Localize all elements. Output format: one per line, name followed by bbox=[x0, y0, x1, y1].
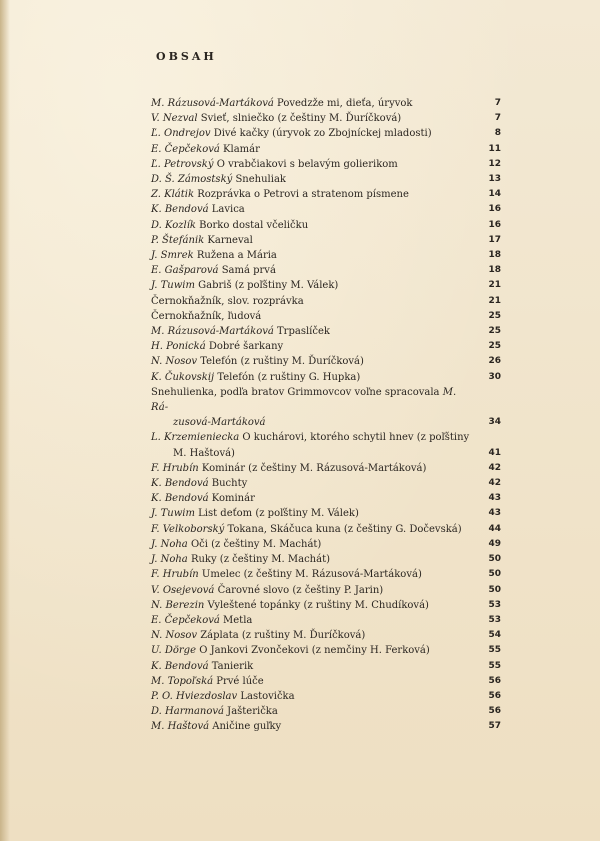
toc-entry-author: F. Hrubín bbox=[151, 569, 199, 581]
toc-entry bbox=[151, 719, 501, 734]
toc-entry-page: 57 bbox=[488, 721, 501, 732]
toc-entry-title: Záplata (z ruštiny M. Ďuríčková) bbox=[197, 630, 366, 642]
page-title: OBSAH bbox=[156, 50, 217, 63]
toc-entry bbox=[151, 324, 501, 339]
toc-entry-snehulienka bbox=[151, 385, 501, 431]
toc-entry bbox=[151, 659, 501, 674]
toc-entry-page: 7 bbox=[494, 98, 501, 108]
toc-entry-page: 25 bbox=[488, 341, 501, 352]
toc-entry bbox=[151, 111, 501, 126]
toc-entry-title: Gabriš (z poľštiny M. Válek) bbox=[194, 280, 339, 292]
toc-entry bbox=[151, 233, 501, 248]
page-binding-edge bbox=[0, 0, 10, 841]
toc-entry-title: Černokňažník, slov. rozprávka bbox=[151, 295, 304, 307]
toc-entry bbox=[151, 598, 501, 613]
toc-entry-author: D. Kozlík bbox=[151, 219, 196, 231]
toc-entry-title: O vrabčiakovi s belavým golierikom bbox=[213, 158, 398, 170]
toc-entry-title: Divé kačky (úryvok zo Zbojníckej mladosti) bbox=[210, 128, 432, 140]
toc-entry bbox=[151, 567, 501, 582]
toc-entry-page: 18 bbox=[488, 250, 501, 261]
toc-entry-author: M. Rázusová-Martáková bbox=[151, 326, 274, 338]
toc-entry-title: Ruky (z češtiny M. Machát) bbox=[187, 554, 331, 566]
toc-entry-title: Telefón (z ruštiny G. Hupka) bbox=[214, 371, 361, 383]
toc-entry-author: K. Bendová bbox=[151, 660, 209, 672]
toc-entry-title: Rozprávka o Petrovi a stratenom písmene bbox=[194, 189, 409, 201]
toc-list-part2 bbox=[151, 461, 501, 735]
toc-entry-page: 14 bbox=[488, 189, 501, 200]
toc-entry bbox=[151, 187, 501, 202]
toc-entry-page: 54 bbox=[488, 630, 501, 641]
toc-entry-page: 55 bbox=[488, 645, 501, 656]
toc-entry bbox=[151, 628, 501, 643]
toc-entry bbox=[151, 491, 501, 506]
toc-entry-author: V. Osejevová bbox=[151, 584, 215, 596]
toc-entry-page: 30 bbox=[488, 371, 501, 382]
toc-entry-author: E. Gašparová bbox=[151, 265, 219, 277]
toc-entry-author: Ľ. Petrovský bbox=[151, 158, 214, 170]
toc-entry-title: Snehulienka, podľa bratov Grimmovcov voľne spracovala bbox=[151, 386, 443, 398]
toc-entry bbox=[151, 552, 501, 567]
toc-entry-title: Čarovné slovo (z češtiny P. Jarin) bbox=[214, 584, 384, 596]
toc-entry-author: M. Rá- bbox=[151, 386, 457, 414]
toc-entry-title: Umelec (z češtiny M. Rázusová-Martáková) bbox=[198, 569, 422, 581]
toc-entry-page: 18 bbox=[488, 265, 501, 276]
toc-entry bbox=[151, 248, 501, 263]
toc-entry bbox=[151, 461, 501, 476]
toc-entry-author: F. Velkoborský bbox=[151, 523, 225, 535]
toc-entry-title: List deťom (z poľštiny M. Válek) bbox=[194, 508, 359, 520]
toc-entry-page: 21 bbox=[488, 295, 501, 306]
toc-entry-author: K. Bendová bbox=[151, 493, 209, 505]
toc-entry-author: Ľ. Ondrejov bbox=[151, 128, 211, 140]
toc-entry bbox=[151, 278, 501, 293]
toc-entry-author: D. Harmanová bbox=[151, 706, 224, 718]
toc-entry-title: Vyleštené topánky (z ruštiny M. Chudíková) bbox=[204, 599, 429, 611]
toc-entry-page: 7 bbox=[494, 113, 501, 124]
toc-entry bbox=[151, 522, 501, 537]
toc-entry bbox=[151, 370, 501, 385]
toc-entry-page: 11 bbox=[488, 143, 501, 154]
table-of-contents bbox=[151, 96, 501, 735]
toc-entry-author: P. O. Hviezdoslav bbox=[151, 690, 238, 702]
toc-entry-title-cont: M. Haštová) bbox=[173, 447, 235, 459]
toc-entry-page: 17 bbox=[488, 234, 501, 245]
toc-entry-page: 49 bbox=[488, 538, 501, 549]
toc-entry-author: J. Tuwim bbox=[151, 280, 195, 292]
toc-entry-page: 53 bbox=[488, 614, 501, 625]
toc-entry-author: M. Rázusová-Martáková bbox=[151, 98, 274, 109]
toc-entry-title: Klamár bbox=[219, 143, 260, 155]
toc-entry-page: 25 bbox=[488, 310, 501, 321]
toc-entry-author: J. Noha bbox=[151, 538, 188, 550]
toc-entry-page: 42 bbox=[488, 478, 501, 489]
toc-entry-page: 50 bbox=[488, 554, 501, 565]
toc-entry-title: Kominár bbox=[208, 493, 255, 505]
toc-entry-title: O Jankovi Zvončekovi (z nemčiny H. Ferková) bbox=[196, 645, 430, 657]
toc-entry-author: N. Berezin bbox=[151, 599, 205, 611]
toc-entry-title: Oči (z češtiny M. Machát) bbox=[187, 538, 322, 550]
toc-entry-page: 44 bbox=[488, 523, 501, 534]
toc-entry-author: V. Nezval bbox=[151, 113, 198, 125]
toc-entry-title: O kuchárovi, ktorého schytil hnev (z poľštiny bbox=[239, 432, 470, 444]
toc-entry-page: 56 bbox=[488, 690, 501, 701]
toc-entry-title: Kominár (z češtiny M. Rázusová-Martáková) bbox=[198, 462, 427, 474]
toc-entry bbox=[151, 202, 501, 217]
toc-entry-author: K. Bendová bbox=[151, 204, 209, 216]
toc-entry-author: J. Tuwim bbox=[151, 508, 195, 520]
toc-list-part1 bbox=[151, 96, 501, 385]
toc-entry-title: Dobré šarkany bbox=[205, 341, 284, 353]
toc-entry-author: F. Hrubín bbox=[151, 462, 199, 474]
toc-entry-title: Tokana, Skáčuca kuna (z češtiny G. Dočevská) bbox=[224, 523, 462, 535]
toc-entry-author: U. Dörge bbox=[151, 645, 197, 657]
toc-entry-page: 12 bbox=[488, 158, 501, 169]
toc-entry bbox=[151, 583, 501, 598]
toc-entry-author: E. Čepčeková bbox=[151, 143, 220, 155]
toc-entry-author: J. Noha bbox=[151, 554, 188, 566]
toc-entry-page: 16 bbox=[488, 219, 501, 230]
toc-entry-title: Tanierik bbox=[208, 660, 254, 672]
toc-entry-page: 50 bbox=[488, 584, 501, 595]
toc-entry bbox=[151, 476, 501, 491]
toc-entry bbox=[151, 96, 501, 111]
toc-entry bbox=[151, 157, 501, 172]
toc-entry-page: 42 bbox=[488, 462, 501, 473]
toc-entry-title: Buchty bbox=[208, 478, 248, 490]
toc-entry-author: M. Haštová bbox=[151, 721, 210, 733]
toc-entry-page: 21 bbox=[488, 280, 501, 291]
toc-entry bbox=[151, 218, 501, 233]
toc-entry bbox=[151, 643, 501, 658]
toc-entry-title: Samá prvá bbox=[218, 265, 276, 277]
toc-entry bbox=[151, 537, 501, 552]
toc-entry-page: 43 bbox=[488, 493, 501, 504]
toc-entry-title: Černokňažník, ľudová bbox=[151, 310, 262, 322]
toc-entry-page: 56 bbox=[488, 706, 501, 717]
toc-entry-author: D. Š. Zámostský bbox=[151, 174, 233, 186]
toc-entry bbox=[151, 613, 501, 628]
toc-entry bbox=[151, 263, 501, 278]
toc-entry-title: Borko dostal včeličku bbox=[195, 219, 309, 231]
toc-entry-author: N. Nosov bbox=[151, 356, 198, 368]
toc-entry-title: Metla bbox=[219, 614, 253, 626]
toc-entry-title: Jašterička bbox=[224, 706, 278, 718]
toc-entry bbox=[151, 506, 501, 521]
toc-entry-kucharovi bbox=[151, 430, 501, 460]
toc-entry bbox=[151, 339, 501, 354]
toc-entry-page: 41 bbox=[488, 447, 501, 458]
toc-entry-page: 25 bbox=[488, 326, 501, 337]
toc-entry-title: Karneval bbox=[204, 234, 253, 246]
toc-entry-author-cont: zusová-Martáková bbox=[173, 417, 266, 429]
toc-entry bbox=[151, 126, 501, 141]
toc-entry-title: Ružena a Mária bbox=[193, 250, 277, 262]
toc-entry bbox=[151, 354, 501, 369]
toc-entry-author: M. Topoľská bbox=[151, 675, 214, 687]
toc-entry-author: N. Nosov bbox=[151, 630, 198, 642]
toc-entry-page: 56 bbox=[488, 675, 501, 686]
toc-entry-author: H. Ponická bbox=[151, 341, 206, 353]
toc-entry-page: 50 bbox=[488, 569, 501, 580]
toc-entry-page: 26 bbox=[488, 356, 501, 367]
toc-entry-page: 13 bbox=[488, 174, 501, 185]
toc-entry bbox=[151, 704, 501, 719]
toc-entry-author: K. Čukovskij bbox=[151, 371, 215, 383]
toc-entry-author: J. Smrek bbox=[151, 250, 194, 262]
toc-entry-author: L. Krzemieniecka bbox=[151, 432, 240, 444]
toc-entry-title: Lavica bbox=[208, 204, 245, 216]
toc-entry bbox=[151, 674, 501, 689]
toc-entry-title: Snehuliak bbox=[232, 174, 286, 186]
toc-entry bbox=[151, 689, 501, 704]
toc-entry-author: E. Čepčeková bbox=[151, 614, 220, 626]
toc-entry-page: 34 bbox=[488, 417, 501, 428]
toc-entry-title: Telefón (z ruštiny M. Ďuríčková) bbox=[197, 356, 364, 368]
toc-entry-author: P. Štefánik bbox=[151, 234, 205, 246]
toc-entry bbox=[151, 172, 501, 187]
toc-entry-title: Aničine guľky bbox=[209, 721, 282, 733]
toc-entry-title: Prvé lúče bbox=[213, 675, 264, 687]
toc-entry bbox=[151, 309, 501, 324]
toc-entry-author: Z. Klátik bbox=[151, 189, 195, 201]
toc-entry-page: 53 bbox=[488, 599, 501, 610]
toc-entry-page: 43 bbox=[488, 508, 501, 519]
toc-entry bbox=[151, 142, 501, 157]
toc-entry-title: Svieť, slniečko (z češtiny M. Ďuríčková) bbox=[197, 113, 402, 125]
toc-entry bbox=[151, 294, 501, 309]
toc-entry-title: Lastovička bbox=[237, 690, 295, 702]
toc-entry-title: Trpaslíček bbox=[273, 326, 330, 338]
toc-entry-page: 16 bbox=[488, 204, 501, 215]
toc-entry-page: 55 bbox=[488, 660, 501, 671]
toc-entry-author: K. Bendová bbox=[151, 478, 209, 490]
toc-entry-page: 8 bbox=[494, 128, 501, 139]
toc-entry-title: Povedzže mi, dieťa, úryvok bbox=[273, 98, 413, 109]
